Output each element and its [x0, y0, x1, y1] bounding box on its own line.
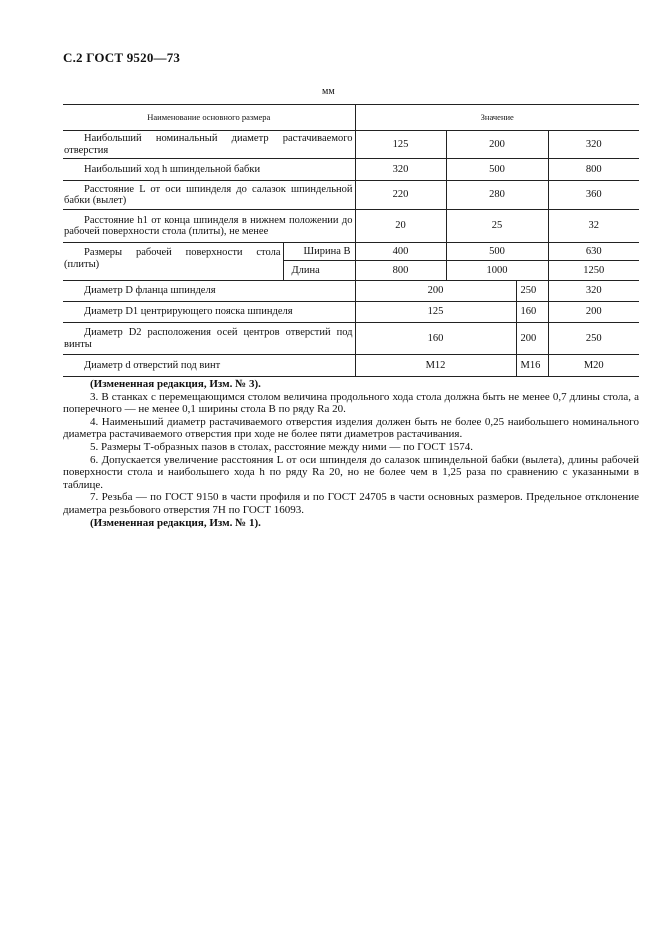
row-name: Наибольший номинальный диаметр растачиваемого отверстия	[63, 131, 355, 159]
paragraph-7: 7. Резьба — по ГОСТ 9150 в части профиля и по ГОСТ 24705 в части основных размеров. Предельное отклонение диаметра резьбового отверстия 7H по ГОСТ 16093.	[63, 491, 639, 516]
row-value: 20	[355, 210, 446, 243]
notes-section	[63, 378, 639, 529]
row-value: 125	[355, 302, 516, 323]
row-value: 160	[355, 323, 516, 355]
row-value: М20	[548, 355, 639, 377]
row-value: 160	[516, 302, 548, 323]
row-value: М12	[355, 355, 516, 377]
row-value: 400	[355, 243, 446, 261]
paragraph-5: 5. Размеры Т-образных пазов в столах, расстояние между ними — по ГОСТ 1574.	[90, 440, 473, 453]
row-name: Расстояние L от оси шпинделя до салазок шпиндельной бабки (вылет)	[63, 181, 355, 210]
row-value: 280	[446, 181, 548, 210]
parameters-table	[63, 104, 639, 377]
table-row	[63, 159, 639, 181]
row-name: Диаметр d отверстий под винт	[63, 355, 355, 377]
row-name: Диаметр D фланца шпинделя	[63, 281, 355, 302]
row-value: 1250	[548, 261, 639, 281]
row-value: 250	[516, 281, 548, 302]
table-row	[63, 243, 639, 261]
table-row	[63, 181, 639, 210]
paragraph-4: 4. Наименьший диаметр растачиваемого отверстия изделия должен быть не более 0,25 наибольшего номинального диаметра растачиваемого отверстия при ходе не более пяти диаметров растачивания.	[63, 415, 639, 441]
row-value: 320	[548, 281, 639, 302]
table-row	[63, 131, 639, 159]
unit-label: мм	[322, 86, 335, 97]
length-label: Длина	[283, 261, 355, 281]
table-row	[63, 323, 639, 355]
row-value: 200	[446, 131, 548, 159]
table-row	[63, 302, 639, 323]
row-value: 125	[355, 131, 446, 159]
row-value: 200	[355, 281, 516, 302]
row-value: 630	[548, 243, 639, 261]
paragraph-3: 3. В станках с перемещающимся столом величина продольного хода стола должна быть не менее 0,7 длины стола, а поперечного — не менее 0,1 ширины стола B по ряду Ra 20.	[63, 390, 639, 416]
row-value: 800	[355, 261, 446, 281]
row-value: М16	[516, 355, 548, 377]
table-row	[63, 281, 639, 302]
row-value: 500	[446, 243, 548, 261]
table-header-row	[63, 105, 639, 131]
row-value: 250	[548, 323, 639, 355]
column-header-value: Значение	[355, 105, 639, 131]
row-value: 800	[548, 159, 639, 181]
row-value: 500	[446, 159, 548, 181]
row-value: 220	[355, 181, 446, 210]
row-value: 200	[548, 302, 639, 323]
row-name: Расстояние h1 от конца шпинделя в нижнем положении до рабочей поверхности стола (плиты), не менее	[63, 210, 355, 243]
edition-note-3: (Измененная редакция, Изм. № 3).	[90, 378, 261, 390]
row-value: 200	[516, 323, 548, 355]
width-label: Ширина B	[283, 243, 355, 261]
table-row	[63, 210, 639, 243]
row-value: 1000	[446, 261, 548, 281]
row-value: 320	[548, 131, 639, 159]
column-header-name: Наименование основного размера	[63, 105, 355, 131]
row-value: 320	[355, 159, 446, 181]
row-name: Размеры рабочей поверхности стола (плиты)	[63, 243, 283, 281]
page-header: С.2 ГОСТ 9520—73	[63, 50, 181, 65]
row-value: 25	[446, 210, 548, 243]
table-row	[63, 355, 639, 377]
paragraph-6: 6. Допускается увеличение расстояния L от оси шпинделя до салазок шпиндельной бабки (вылета), длины рабочей поверхности стола и наибольшего хода h по ряду Ra 20, но не более чем в 1,25 раза по сравнению с указанными в таблице.	[63, 453, 639, 491]
edition-note-1: (Измененная редакция, Изм. № 1).	[90, 516, 261, 529]
row-value: 360	[548, 181, 639, 210]
row-name: Наибольший ход h шпиндельной бабки	[63, 159, 355, 181]
row-name: Диаметр D1 центрирующего пояска шпинделя	[63, 302, 355, 323]
row-value: 32	[548, 210, 639, 243]
row-name: Диаметр D2 расположения осей центров отверстий под винты	[63, 323, 355, 355]
